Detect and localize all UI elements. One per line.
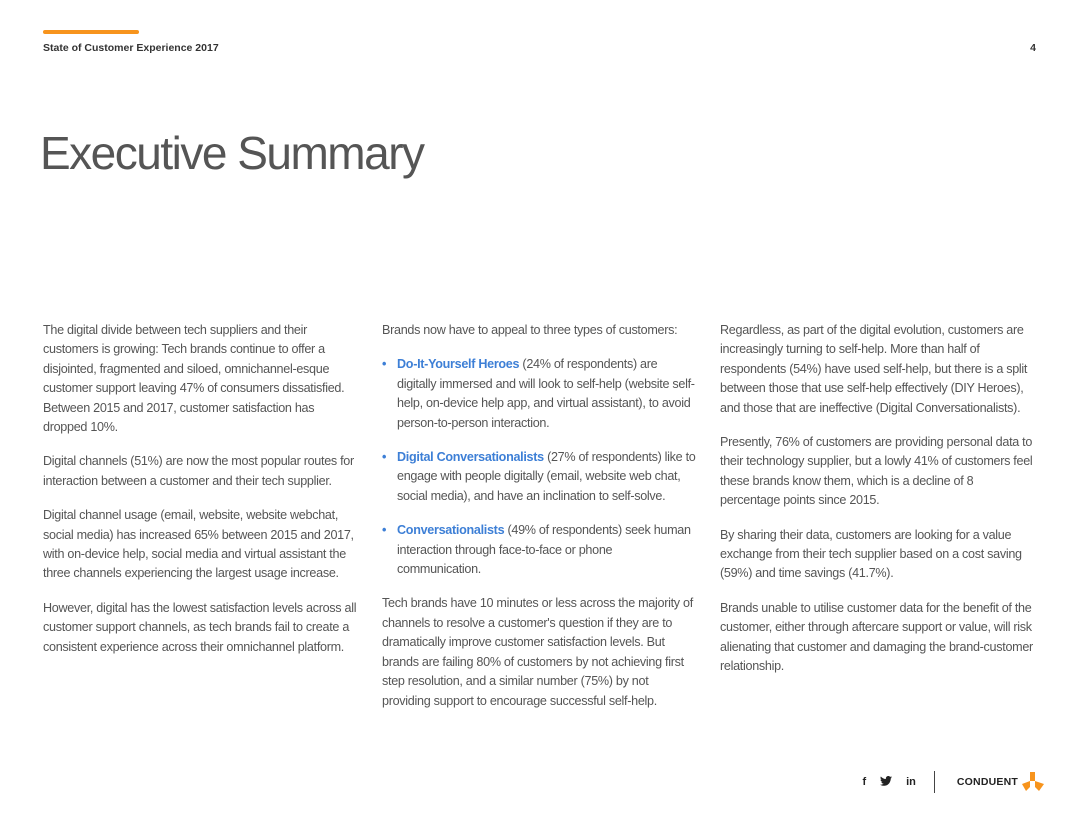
social-links xyxy=(862,776,915,789)
list-item-text: (49% of respondents) seek human interaction through face-to-face or phone communication. xyxy=(397,523,691,577)
brand-name: CONDUENT xyxy=(956,776,1018,788)
paragraph: Digital channels (51%) are now the most popular routes for interaction between a customer and their tech supplier. xyxy=(43,454,354,488)
list-item xyxy=(382,355,698,433)
column-2 xyxy=(382,321,698,726)
conduent-logo xyxy=(957,772,1044,792)
page-number: 4 xyxy=(1030,42,1036,54)
list-item-lead: Conversationalists xyxy=(397,523,505,538)
conduent-logo-mark xyxy=(1022,772,1044,792)
list-item-text: (27% of respondents) like to engage with people digitally (email, website web chat, social media), and have an inclination to self-solve. xyxy=(397,450,696,503)
paragraph: However, digital has the lowest satisfaction levels across all customer support channels, as tech brands fail to create a consistent experience across their omnichannel platform. xyxy=(43,600,357,654)
customer-types-list xyxy=(382,355,698,579)
header-accent-bar xyxy=(43,30,139,34)
paragraph: Digital channel usage (email, website, website webchat, social media) has increased 65% between 2015 and 2017, with on-device help, social media and virtual assistant the three channels experiencing the largest usage increase. xyxy=(43,508,354,581)
paragraph: The digital divide between tech suppliers and their customers is growing: Tech brands continue to offer a disjointed, fragmented and siloed, omnichannel-esque customer support leaving 47% of consumers dissatisfied. Between 2015 and 2017, customer satisfaction has dropped 10%. xyxy=(43,323,345,435)
list-item xyxy=(382,521,698,579)
column-1 xyxy=(43,321,359,672)
paragraph: Regardless, as part of the digital evolution, customers are increasingly turning to self-help. More than half of respondents (54%) have used self-help, but there is a split between those that use self-help effectively (DIY Heroes), and those that are ineffective (Digital Conversationalists). xyxy=(720,323,1028,415)
paragraph: Brands now have to appeal to three types of customers: xyxy=(382,323,678,337)
list-item-lead: Do-It-Yourself Heroes xyxy=(397,357,520,372)
facebook-icon[interactable]: f xyxy=(862,776,867,788)
footer xyxy=(862,770,1044,794)
paragraph: Presently, 76% of customers are providing personal data to their technology supplier, but a lowly 41% of customers feel these brands know them, which is a decline of 8 percentage points since 2015. xyxy=(720,435,1033,508)
report-title: State of Customer Experience 2017 xyxy=(43,42,219,54)
paragraph: Tech brands have 10 minutes or less across the majority of channels to resolve a customer's question if they are to dramatically improve customer satisfaction levels. But brands are failing 80% of customers by not achieving first step resolution, and a similar number (75%) by not providing support to encourage successful self-help. xyxy=(382,596,693,708)
page-title: Executive Summary xyxy=(40,127,424,179)
paragraph: By sharing their data, customers are looking for a value exchange from their tech supplier based on a cost saving (59%) and time savings (41.7%). xyxy=(720,527,1022,581)
bullet-icon: • xyxy=(382,357,387,372)
bullet-icon: • xyxy=(382,523,387,538)
linkedin-icon[interactable]: in xyxy=(906,776,916,788)
column-3 xyxy=(720,321,1036,692)
footer-divider xyxy=(934,771,935,793)
paragraph: Brands unable to utilise customer data for the benefit of the customer, either through aftercare support or value, will risk alienating that customer and damaging the brand-customer relationship. xyxy=(720,600,1033,674)
bullet-icon: • xyxy=(382,450,387,465)
list-item-text: (24% of respondents) are digitally immersed and will look to self-help (website self-help, on-device help app, and virtual assistant), to avoid person-to-person interaction. xyxy=(397,357,695,430)
list-item xyxy=(382,448,698,506)
twitter-icon[interactable] xyxy=(880,776,892,789)
list-item-lead: Digital Conversationalists xyxy=(397,450,544,465)
